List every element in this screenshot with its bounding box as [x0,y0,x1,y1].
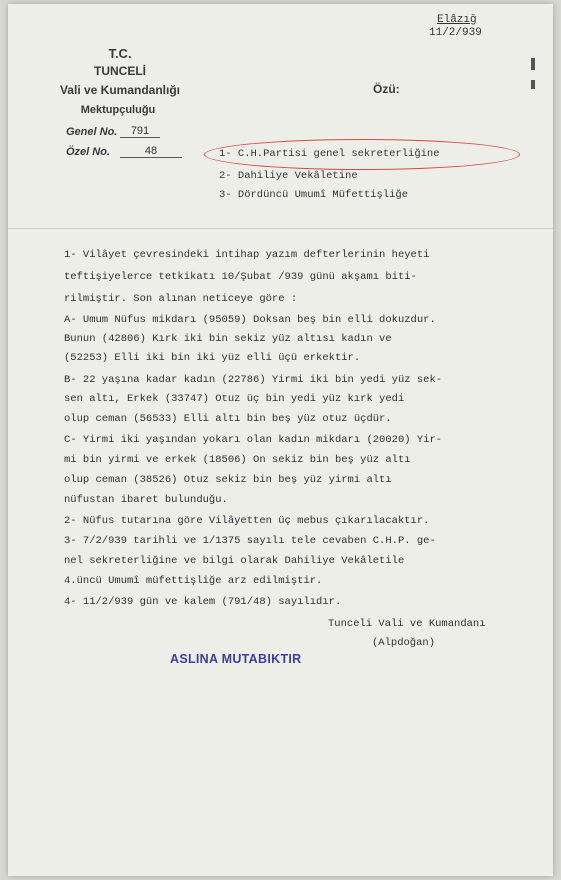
body-line: 4- 11/2/939 gün ve kalem (791/48) sayılıdır. [64,596,342,608]
summary-label: Özü: [373,82,400,96]
recipient-3: 3- Dördüncü Umumî Müfettişliğe [219,189,409,201]
signature-title: Tunceli Vali ve Kumandanı [328,618,486,630]
date-value: 11/2/939 [429,27,482,39]
body-line: (52253) Elli iki bin iki yüz elli üçü erkektir. [64,352,361,364]
body-line: mi bin yirmi ve erkek (18506) On sekiz bin beş yüz altı [64,454,411,466]
letterhead-province: TUNCELİ [94,64,146,78]
body-line: sen altı, Erkek (33747) Otuz üç bin yedi yüz kırk yedi [64,393,405,405]
body-line: nüfustan ibaret bulunduğu. [64,494,228,506]
ozel-no-value: 48 [120,145,182,158]
body-line: nel sekreterliğine ve bilgi olarak Dahiliye Vekâletile [64,555,405,567]
genel-no-label: Genel No. [66,126,118,138]
body-line: 1- Vilâyet çevresindeki intihap yazım defterlerinin heyeti [64,249,430,261]
body-line: C- Yirmi iki yaşından yokarı olan kadın mikdarı (20020) Yir- [64,434,443,446]
body-line: A- Umum Nüfus mikdarı (95059) Doksan beş bin elli dokuzdur. [64,314,436,326]
ozel-no-label: Özel No. [66,146,111,158]
body-line: 2- Nüfus tutarına göre Vilâyetten üç mebus çıkarılacaktır. [64,515,430,527]
body-line: B- 22 yaşına kadar kadın (22786) Yirmi iki bin yedi yüz sek- [64,374,443,386]
body-line: 4.üncü Umumî müfettişliğe arz edilmiştir. [64,575,323,587]
signature-name: (Alpdoğan) [372,637,436,649]
body-line: rilmiştir. Son alınan neticeye göre : [64,293,298,305]
body-line: Bunun (42806) Kırk iki bin sekiz yüz altısı kadın ve [64,333,392,345]
genel-no-value: 791 [120,125,160,138]
letterhead-department: Mektupçuluğu [80,104,156,116]
letterhead-office: Vali ve Kumandanlığı [59,83,181,97]
body-line: olup ceman (38526) Otuz sekiz bin beş yüz yirmi altı [64,474,392,486]
body-line: 3- 7/2/939 tarihli ve 1/1375 sayılı tele cevaben C.H.P. ge- [64,535,436,547]
body-line: olup ceman (56533) Elli altı bin beş yüz otuz üçdür. [64,413,392,425]
certified-copy-stamp: ASLINA MUTABIKTIR [170,652,302,666]
body-line: teftişiyelerce tetkikatı 10/Şubat /939 günü akşamı biti- [64,271,417,283]
recipient-2: 2- Dahiliye Vekâletine [219,170,358,182]
letterhead-tc: T.C. [108,46,132,61]
recipient-1: 1- C.H.Partisi genel sekreterliğine [219,148,440,160]
date-place: Elâzığ [437,14,477,26]
